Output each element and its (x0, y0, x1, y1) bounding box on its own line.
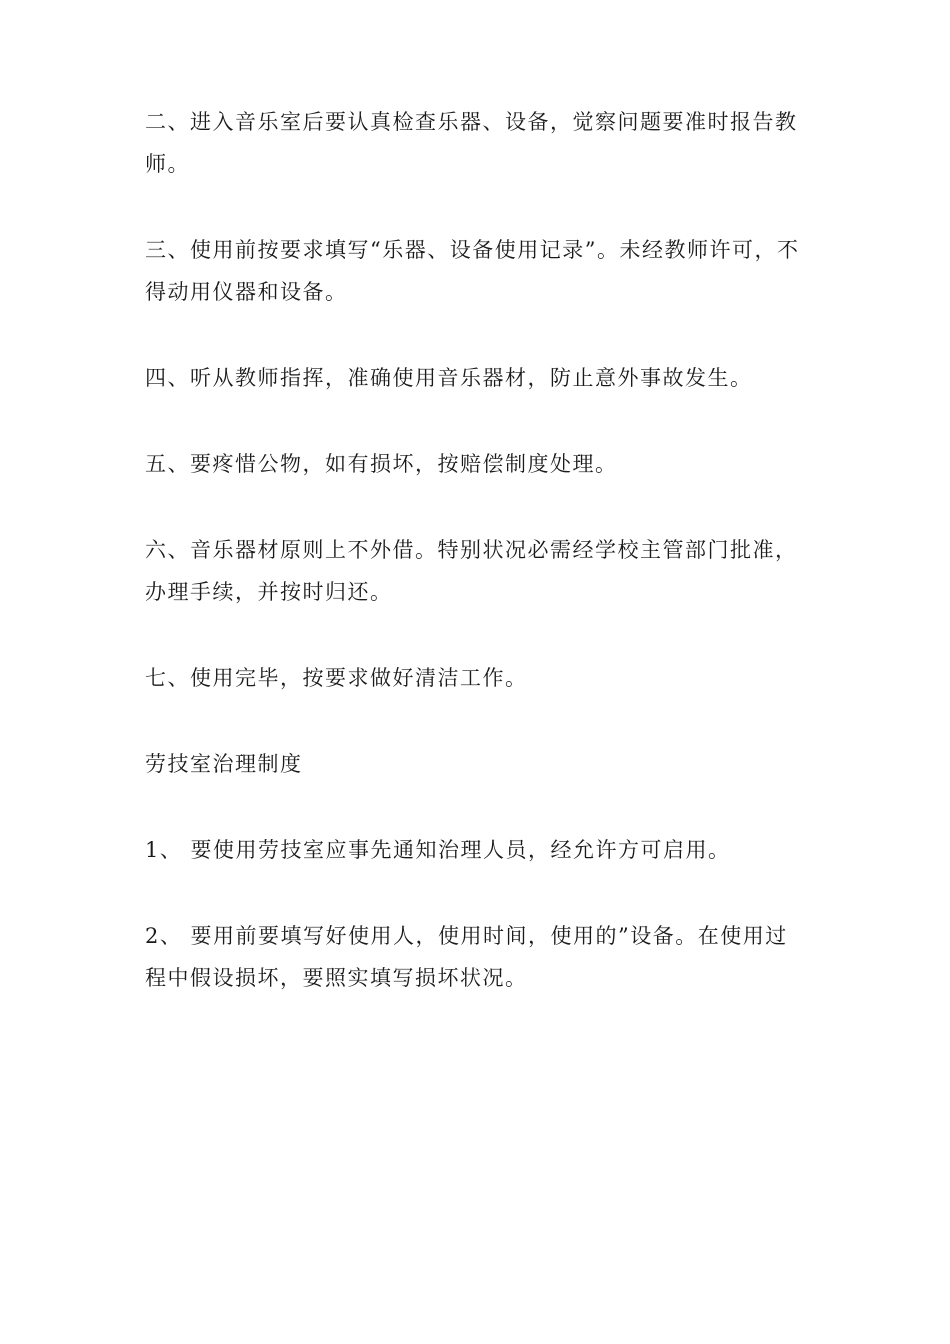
rule-paragraph-2: 二、进入音乐室后要认真检查乐器、设备，觉察问题要准时报告教师。 (145, 110, 798, 176)
rule-paragraph-6: 六、音乐器材原则上不外借。特别状况必需经学校主管部门批准，办理手续，并按时归还。 (145, 538, 798, 604)
section-heading: 劳技室治理制度 (145, 752, 303, 776)
rule-paragraph-5: 五、要疼惜公物，如有损坏，按赔偿制度处理。 (145, 452, 618, 476)
rule-paragraph-3: 三、使用前按要求填写“乐器、设备使用记录”。未经教师许可，不得动用仪器和设备。 (145, 238, 800, 304)
lab-rule-paragraph-2: 2、 要用前要填写好使用人，使用时间，使用的”设备。在使用过程中假设损坏，要照实填写损坏状况。 (145, 924, 788, 990)
lab-rule-paragraph-1: 1、 要使用劳技室应事先通知治理人员，经允许方可启用。 (145, 838, 731, 862)
rule-paragraph-4: 四、听从教师指挥，准确使用音乐器材，防止意外事故发生。 (145, 366, 753, 390)
document-body (145, 101, 805, 1043)
rule-paragraph-7: 七、使用完毕，按要求做好清洁工作。 (145, 666, 528, 690)
